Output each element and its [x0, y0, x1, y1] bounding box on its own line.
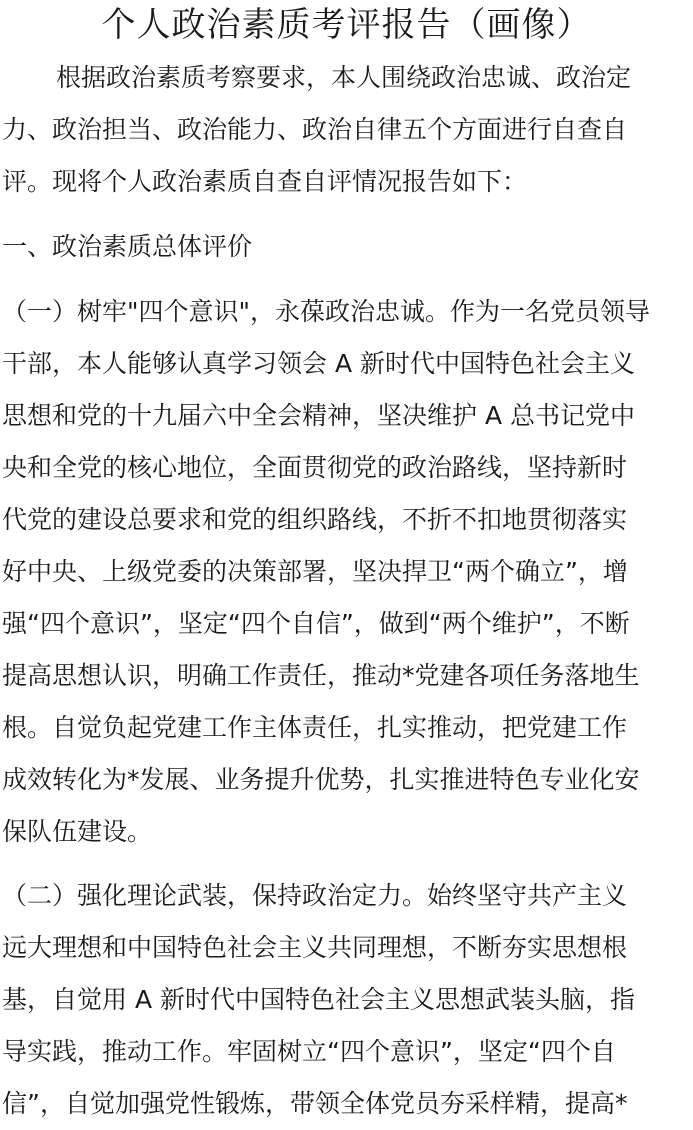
paragraph-line: 强“四个意识”，坚定“四个自信”，做到“两个维护”，不断 — [2, 609, 630, 638]
paragraph-line: 信”，自觉加强党性锻炼，带领全体党员夯采样精，提高* — [2, 1089, 628, 1118]
paragraph-line: 导实践，推动工作。牢固树立“四个意识”，坚定“四个自 — [2, 1037, 616, 1066]
section-1-heading: 一、政治素质总体评价 — [2, 232, 253, 261]
paragraph-line: 根。自觉负起党建工作主体责任，扎实推动，把党建工作 — [2, 713, 628, 742]
section-heading — [2, 221, 692, 273]
paragraph-line: 提高思想认识，明确工作责任，推动*党建各项任务落地生 — [2, 661, 640, 690]
paragraph-line: （一）树牢"四个意识"，永葆政治忠诚。作为一名党员领导 — [2, 297, 651, 326]
intro-paragraph — [2, 52, 692, 208]
paragraph-line: 远大理想和中国特色社会主义共同理想，不断夯实思想根 — [2, 933, 628, 962]
paragraph-1 — [2, 286, 692, 858]
paragraph-line: （二）强化理论武装，保持政治定力。始终坚守共产主义 — [2, 881, 628, 910]
paragraph-line: 基，自觉用 A 新时代中国特色社会主义思想武装头脑，指 — [2, 985, 635, 1014]
paragraph-line: 代党的建设总要求和党的组织路线，不折不扣地贯彻落实 — [2, 505, 628, 534]
paragraph-line: 思想和党的十九届六中全会精神，坚决维护 A 总书记党中 — [2, 401, 635, 430]
paragraph-line: 好中央、上级党委的决策部署，坚决捍卫“两个确立”，增 — [2, 557, 628, 586]
paragraph-line: 干部，本人能够认真学习领会 A 新时代中国特色社会主义 — [2, 349, 635, 378]
paragraph-2 — [2, 870, 692, 1130]
intro-line: 根据政治素质考察要求，本人围绕政治忠诚、政治定 — [56, 63, 632, 92]
paragraph-line: 成效转化为*发展、业务提升优势，扎实推进特色专业化安 — [2, 765, 640, 794]
paragraph-line: 央和全党的核心地位，全面贯彻党的政治路线，坚持新时 — [2, 453, 628, 482]
intro-line: 力、政治担当、政治能力、政治自律五个方面进行自查自 — [2, 115, 628, 144]
document-title: 个人政治素质考评报告（画像） — [101, 5, 592, 45]
paragraph-line: 保队伍建设。 — [2, 817, 153, 846]
intro-line: 评。现将个人政治素质自查自评情况报告如下： — [2, 167, 528, 196]
